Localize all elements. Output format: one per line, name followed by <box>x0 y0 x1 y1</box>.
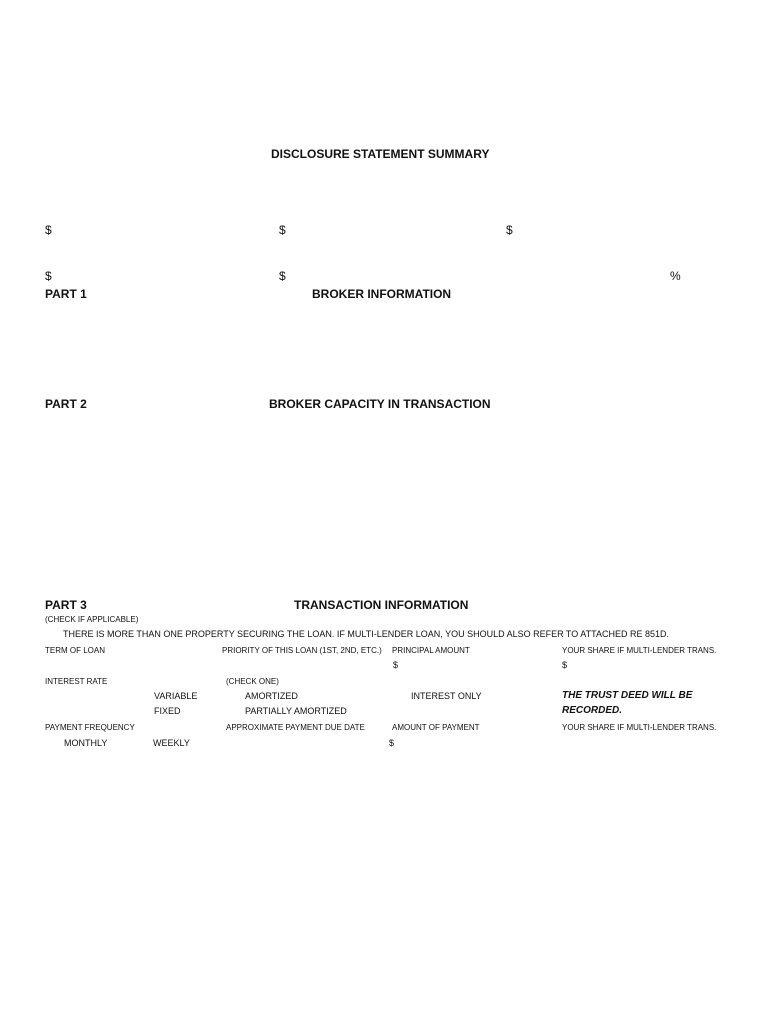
percent-sign: % <box>670 269 681 283</box>
principal-amount-label: PRINCIPAL AMOUNT <box>392 646 470 655</box>
fixed-option[interactable]: FIXED <box>154 706 181 716</box>
principal-dollar-sign: $ <box>393 660 399 670</box>
term-of-loan-label: TERM OF LOAN <box>45 646 106 655</box>
partially-amortized-option[interactable]: PARTIALLY AMORTIZED <box>245 706 347 716</box>
your-share-label: YOUR SHARE IF MULTI-LENDER TRANS. <box>562 646 717 655</box>
dollar-sign-1: $ <box>45 223 52 237</box>
part1-label: PART 1 <box>45 287 87 301</box>
part2-heading: BROKER CAPACITY IN TRANSACTION <box>269 397 491 411</box>
multi-property-notice: THERE IS MORE THAN ONE PROPERTY SECURING THE LOAN. IF MULTI-LENDER LOAN, YOU SHOULD ALSO REFER TO ATTACHED RE 851D. <box>63 629 669 639</box>
check-if-applicable-label: (CHECK IF APPLICABLE) <box>45 615 139 624</box>
variable-option[interactable]: VARIABLE <box>154 691 198 701</box>
payment-dollar-sign: $ <box>389 738 395 748</box>
check-one-label: (CHECK ONE) <box>226 677 279 686</box>
payment-frequency-label: PAYMENT FREQUENCY <box>45 723 135 732</box>
part3-heading: TRANSACTION INFORMATION <box>294 598 469 612</box>
part1-heading: BROKER INFORMATION <box>312 287 452 301</box>
trust-deed-notice-line1: THE TRUST DEED WILL BE <box>562 690 693 701</box>
priority-of-loan-label: PRIORITY OF THIS LOAN (1ST, 2ND, ETC.) <box>222 646 382 655</box>
your-share-payment-label: YOUR SHARE IF MULTI-LENDER TRANS. <box>562 723 717 732</box>
weekly-option[interactable]: WEEKLY <box>153 738 190 748</box>
amortized-option[interactable]: AMORTIZED <box>245 691 298 701</box>
part2-label: PART 2 <box>45 397 87 411</box>
dollar-sign-3: $ <box>506 223 513 237</box>
page-title: DISCLOSURE STATEMENT SUMMARY <box>271 147 490 161</box>
approx-due-date-label: APPROXIMATE PAYMENT DUE DATE <box>226 723 365 732</box>
dollar-sign-5: $ <box>279 269 286 283</box>
share-dollar-sign: $ <box>562 660 568 670</box>
monthly-option[interactable]: MONTHLY <box>64 738 108 748</box>
dollar-sign-4: $ <box>45 269 52 283</box>
amount-of-payment-label: AMOUNT OF PAYMENT <box>392 723 480 732</box>
interest-only-option[interactable]: INTEREST ONLY <box>411 691 482 701</box>
dollar-sign-2: $ <box>279 223 286 237</box>
part3-label: PART 3 <box>45 598 87 612</box>
interest-rate-label: INTEREST RATE <box>45 677 108 686</box>
trust-deed-notice-line2: RECORDED. <box>562 705 623 716</box>
